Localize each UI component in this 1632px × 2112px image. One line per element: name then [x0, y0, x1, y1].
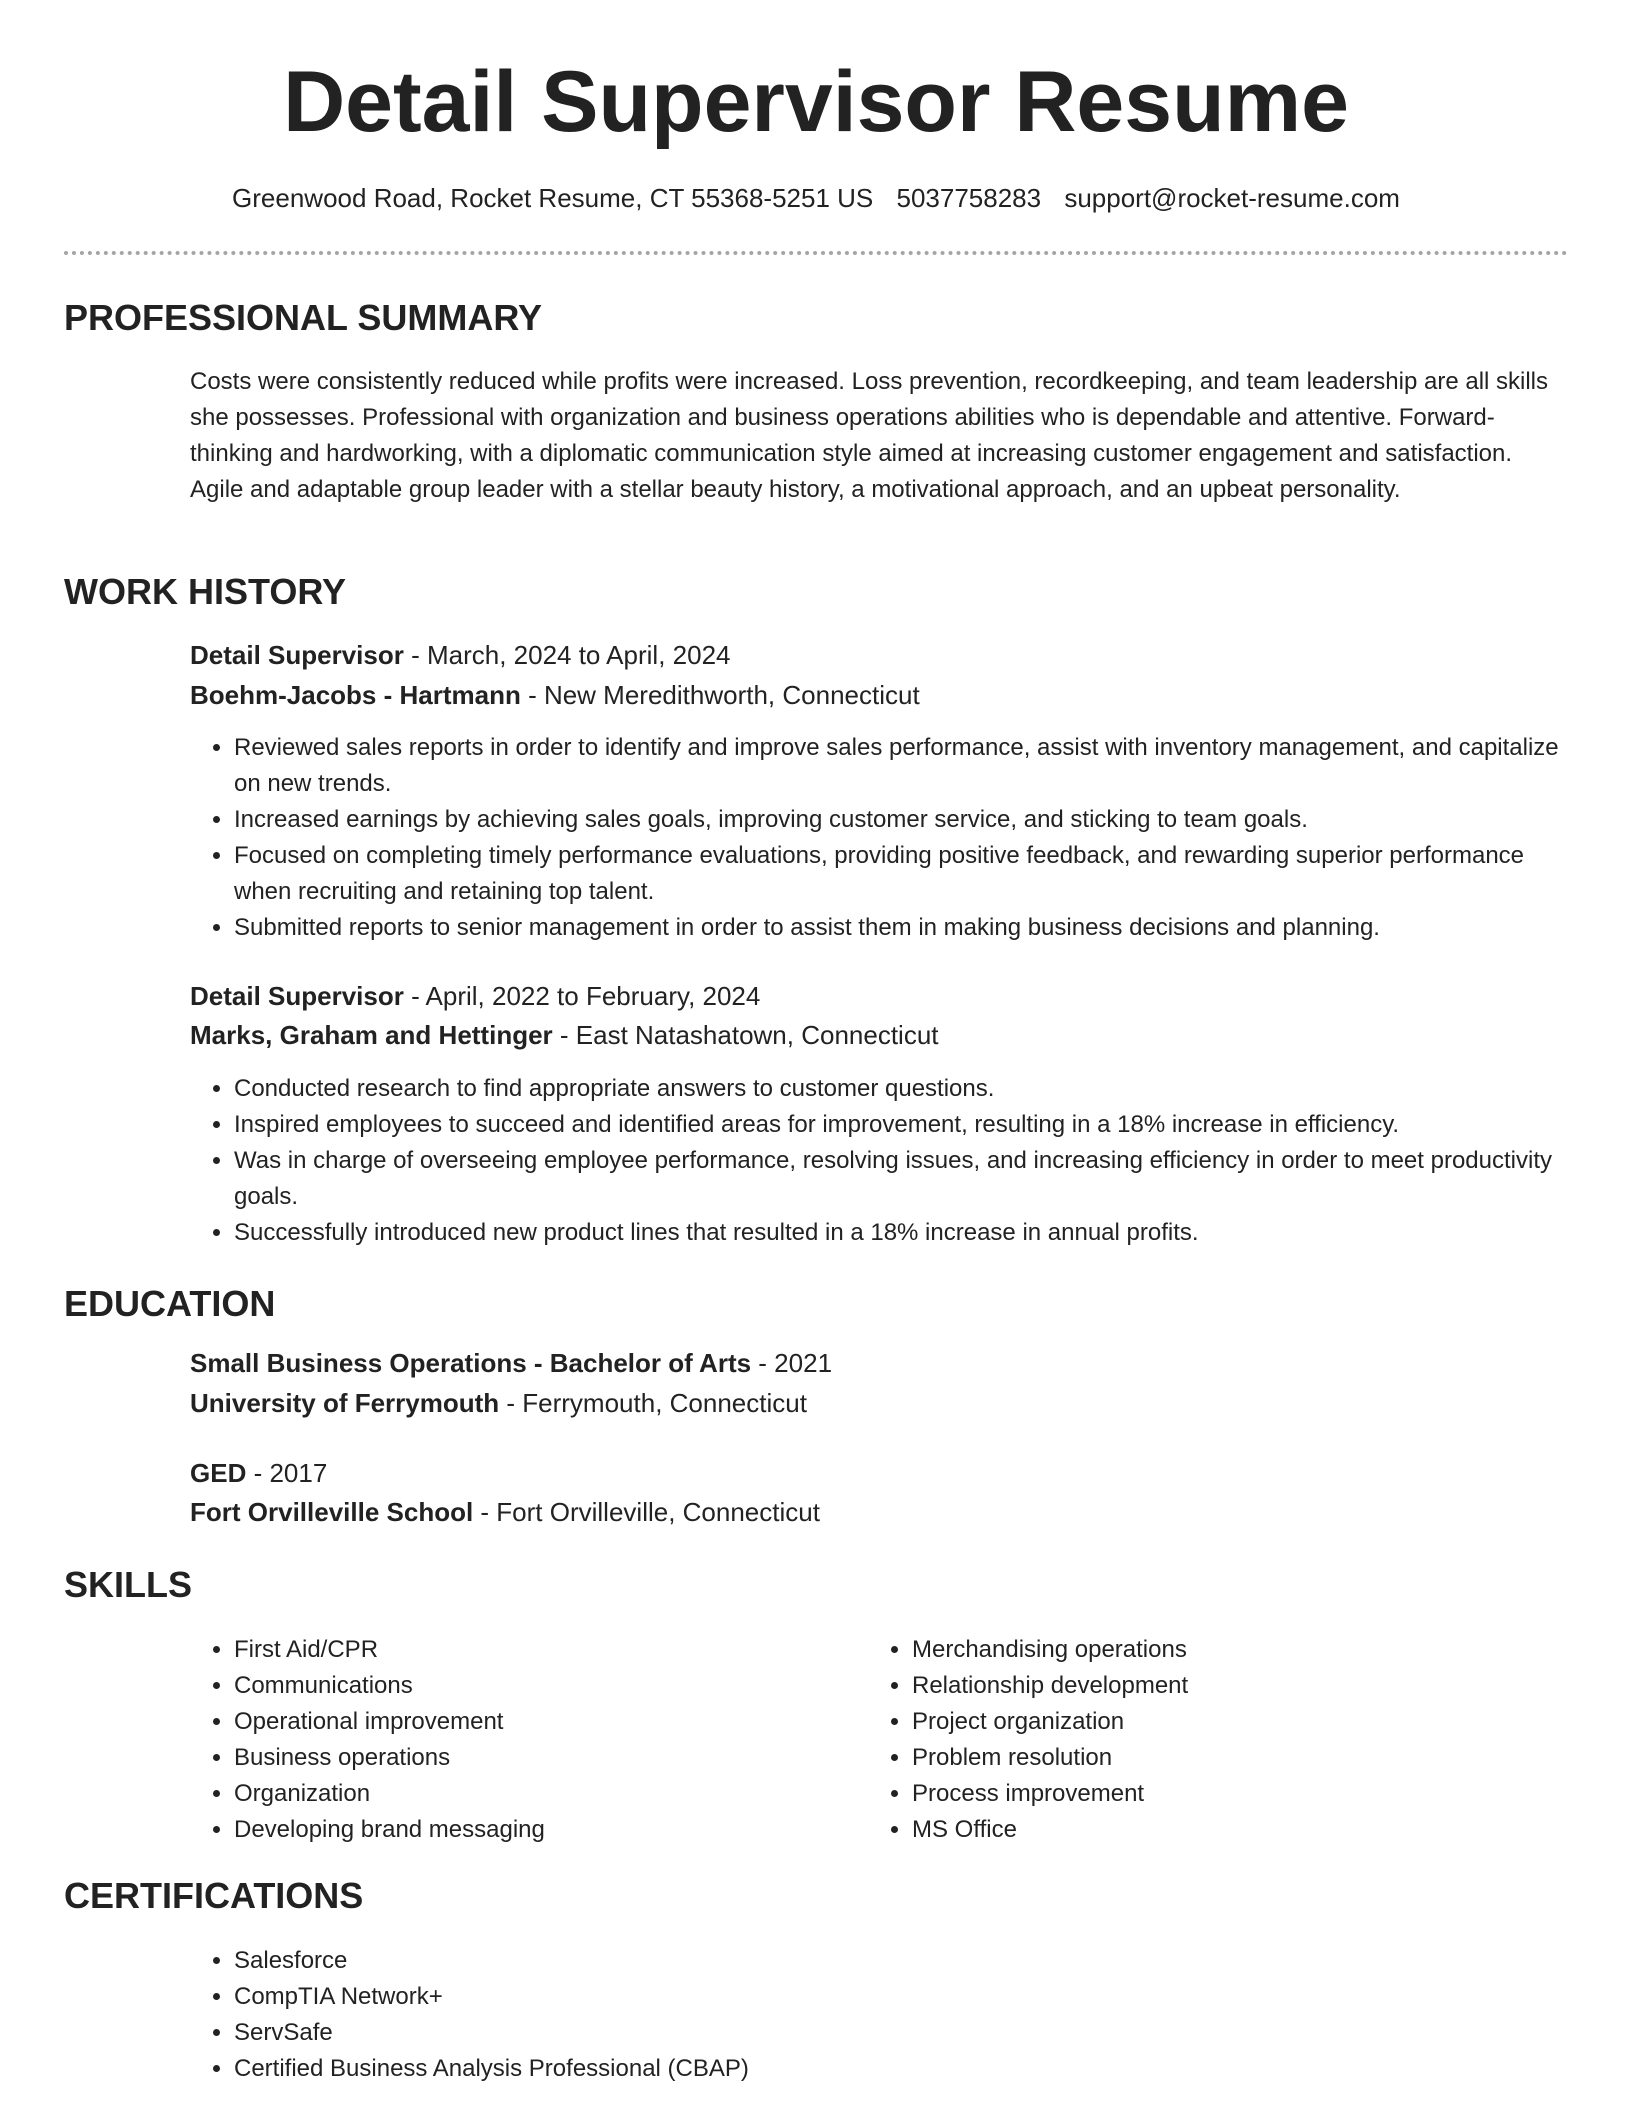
- header-divider: [64, 251, 1568, 255]
- job-title-line: [190, 978, 760, 1014]
- job-company-line: [190, 1017, 939, 1053]
- skills-heading: SKILLS: [64, 1564, 193, 1605]
- list-item: • Increased earnings by achieving sales goals, improving customer service, and sticking to team goals.: [234, 802, 1574, 838]
- certifications-heading: CERTIFICATIONS: [64, 1875, 364, 1916]
- job-company: Marks, Graham and Hettinger: [190, 1020, 553, 1050]
- list-item: • Focused on completing timely performance evaluations, providing positive feedback, and rewarding superior performance when recruiting and retaining top talent.: [234, 838, 1574, 910]
- contact-line: [0, 180, 1632, 216]
- education-school: Fort Orvilleville School: [190, 1497, 474, 1527]
- education-degree: GED: [190, 1458, 247, 1488]
- education-year: - 2021: [751, 1348, 833, 1378]
- list-item: • Reviewed sales reports in order to identify and improve sales performance, assist with inventory management, and capitalize on new trends.: [234, 730, 1574, 802]
- education-year: - 2017: [246, 1458, 328, 1488]
- list-item: • CompTIA Network+: [234, 1979, 1574, 2015]
- list-item: • Merchandising operations: [912, 1632, 1532, 1668]
- education-school: University of Ferrymouth: [190, 1388, 500, 1418]
- job-dates: - April, 2022 to February, 2024: [403, 981, 761, 1011]
- list-item: • Operational improvement: [234, 1704, 854, 1740]
- skills-list-right: [868, 1632, 1532, 1848]
- job-location: - East Natashatown, Connecticut: [552, 1020, 939, 1050]
- contact-phone: 5037758283: [896, 183, 1042, 213]
- list-item: • Developing brand messaging: [234, 1812, 854, 1848]
- job-duties-list: [190, 1071, 1574, 1251]
- education-location: - Fort Orvilleville, Connecticut: [473, 1497, 820, 1527]
- education-school-line: [190, 1385, 807, 1421]
- certifications-list: [190, 1943, 1574, 2087]
- list-item: • Was in charge of overseeing employee performance, resolving issues, and increasing efficiency in order to meet productivity goals.: [234, 1143, 1574, 1215]
- list-item: • Relationship development: [912, 1668, 1532, 1704]
- list-item: • Organization: [234, 1776, 854, 1812]
- education-degree-line: [190, 1455, 327, 1491]
- work-history-heading: WORK HISTORY: [64, 571, 347, 612]
- list-item: • Problem resolution: [912, 1740, 1532, 1776]
- list-item: • Certified Business Analysis Professional (CBAP): [234, 2051, 1574, 2087]
- list-item: • MS Office: [912, 1812, 1532, 1848]
- job-location: - New Meredithworth, Connecticut: [520, 680, 920, 710]
- list-item: • Communications: [234, 1668, 854, 1704]
- list-item: • Project organization: [912, 1704, 1532, 1740]
- education-school-line: [190, 1494, 820, 1530]
- job-dates: - March, 2024 to April, 2024: [403, 640, 731, 670]
- job-title: Detail Supervisor: [190, 640, 404, 670]
- list-item: • ServSafe: [234, 2015, 1574, 2051]
- education-degree: Small Business Operations - Bachelor of Arts: [190, 1348, 752, 1378]
- summary-text: Costs were consistently reduced while profits were increased. Loss prevention, recordkeeping, and team leadership are all skills she possesses. Professional with organization and business operations abilities who is dependable and attentive. Forward-thinking and hardworking, with a diplomatic communication style aimed at increasing customer engagement and satisfaction. Agile and adaptable group leader with a stellar beauty history, a motivational approach, and an upbeat personality.: [190, 368, 1549, 503]
- job-company: Boehm-Jacobs - Hartmann: [190, 680, 521, 710]
- skills-list-left: [190, 1632, 854, 1848]
- contact-email: support@rocket-resume.com: [1064, 183, 1400, 213]
- list-item: • Submitted reports to senior management in order to assist them in making business decisions and planning.: [234, 910, 1574, 946]
- list-item: • Successfully introduced new product lines that resulted in a 18% increase in annual profits.: [234, 1215, 1574, 1251]
- resume-title: Detail Supervisor Resume: [283, 54, 1349, 150]
- job-title: Detail Supervisor: [190, 981, 404, 1011]
- education-location: - Ferrymouth, Connecticut: [499, 1388, 807, 1418]
- job-duties-list: [190, 730, 1574, 946]
- summary-heading: PROFESSIONAL SUMMARY: [64, 297, 543, 338]
- education-degree-line: [190, 1345, 832, 1381]
- job-title-line: [190, 637, 730, 673]
- list-item: • Inspired employees to succeed and identified areas for improvement, resulting in a 18% increase in efficiency.: [234, 1107, 1574, 1143]
- list-item: • Business operations: [234, 1740, 854, 1776]
- list-item: • First Aid/CPR: [234, 1632, 854, 1668]
- list-item: • Salesforce: [234, 1943, 1574, 1979]
- contact-address: Greenwood Road, Rocket Resume, CT 55368-5251 US: [232, 183, 874, 213]
- education-heading: EDUCATION: [64, 1283, 276, 1324]
- job-company-line: [190, 677, 920, 713]
- list-item: • Process improvement: [912, 1776, 1532, 1812]
- list-item: • Conducted research to find appropriate answers to customer questions.: [234, 1071, 1574, 1107]
